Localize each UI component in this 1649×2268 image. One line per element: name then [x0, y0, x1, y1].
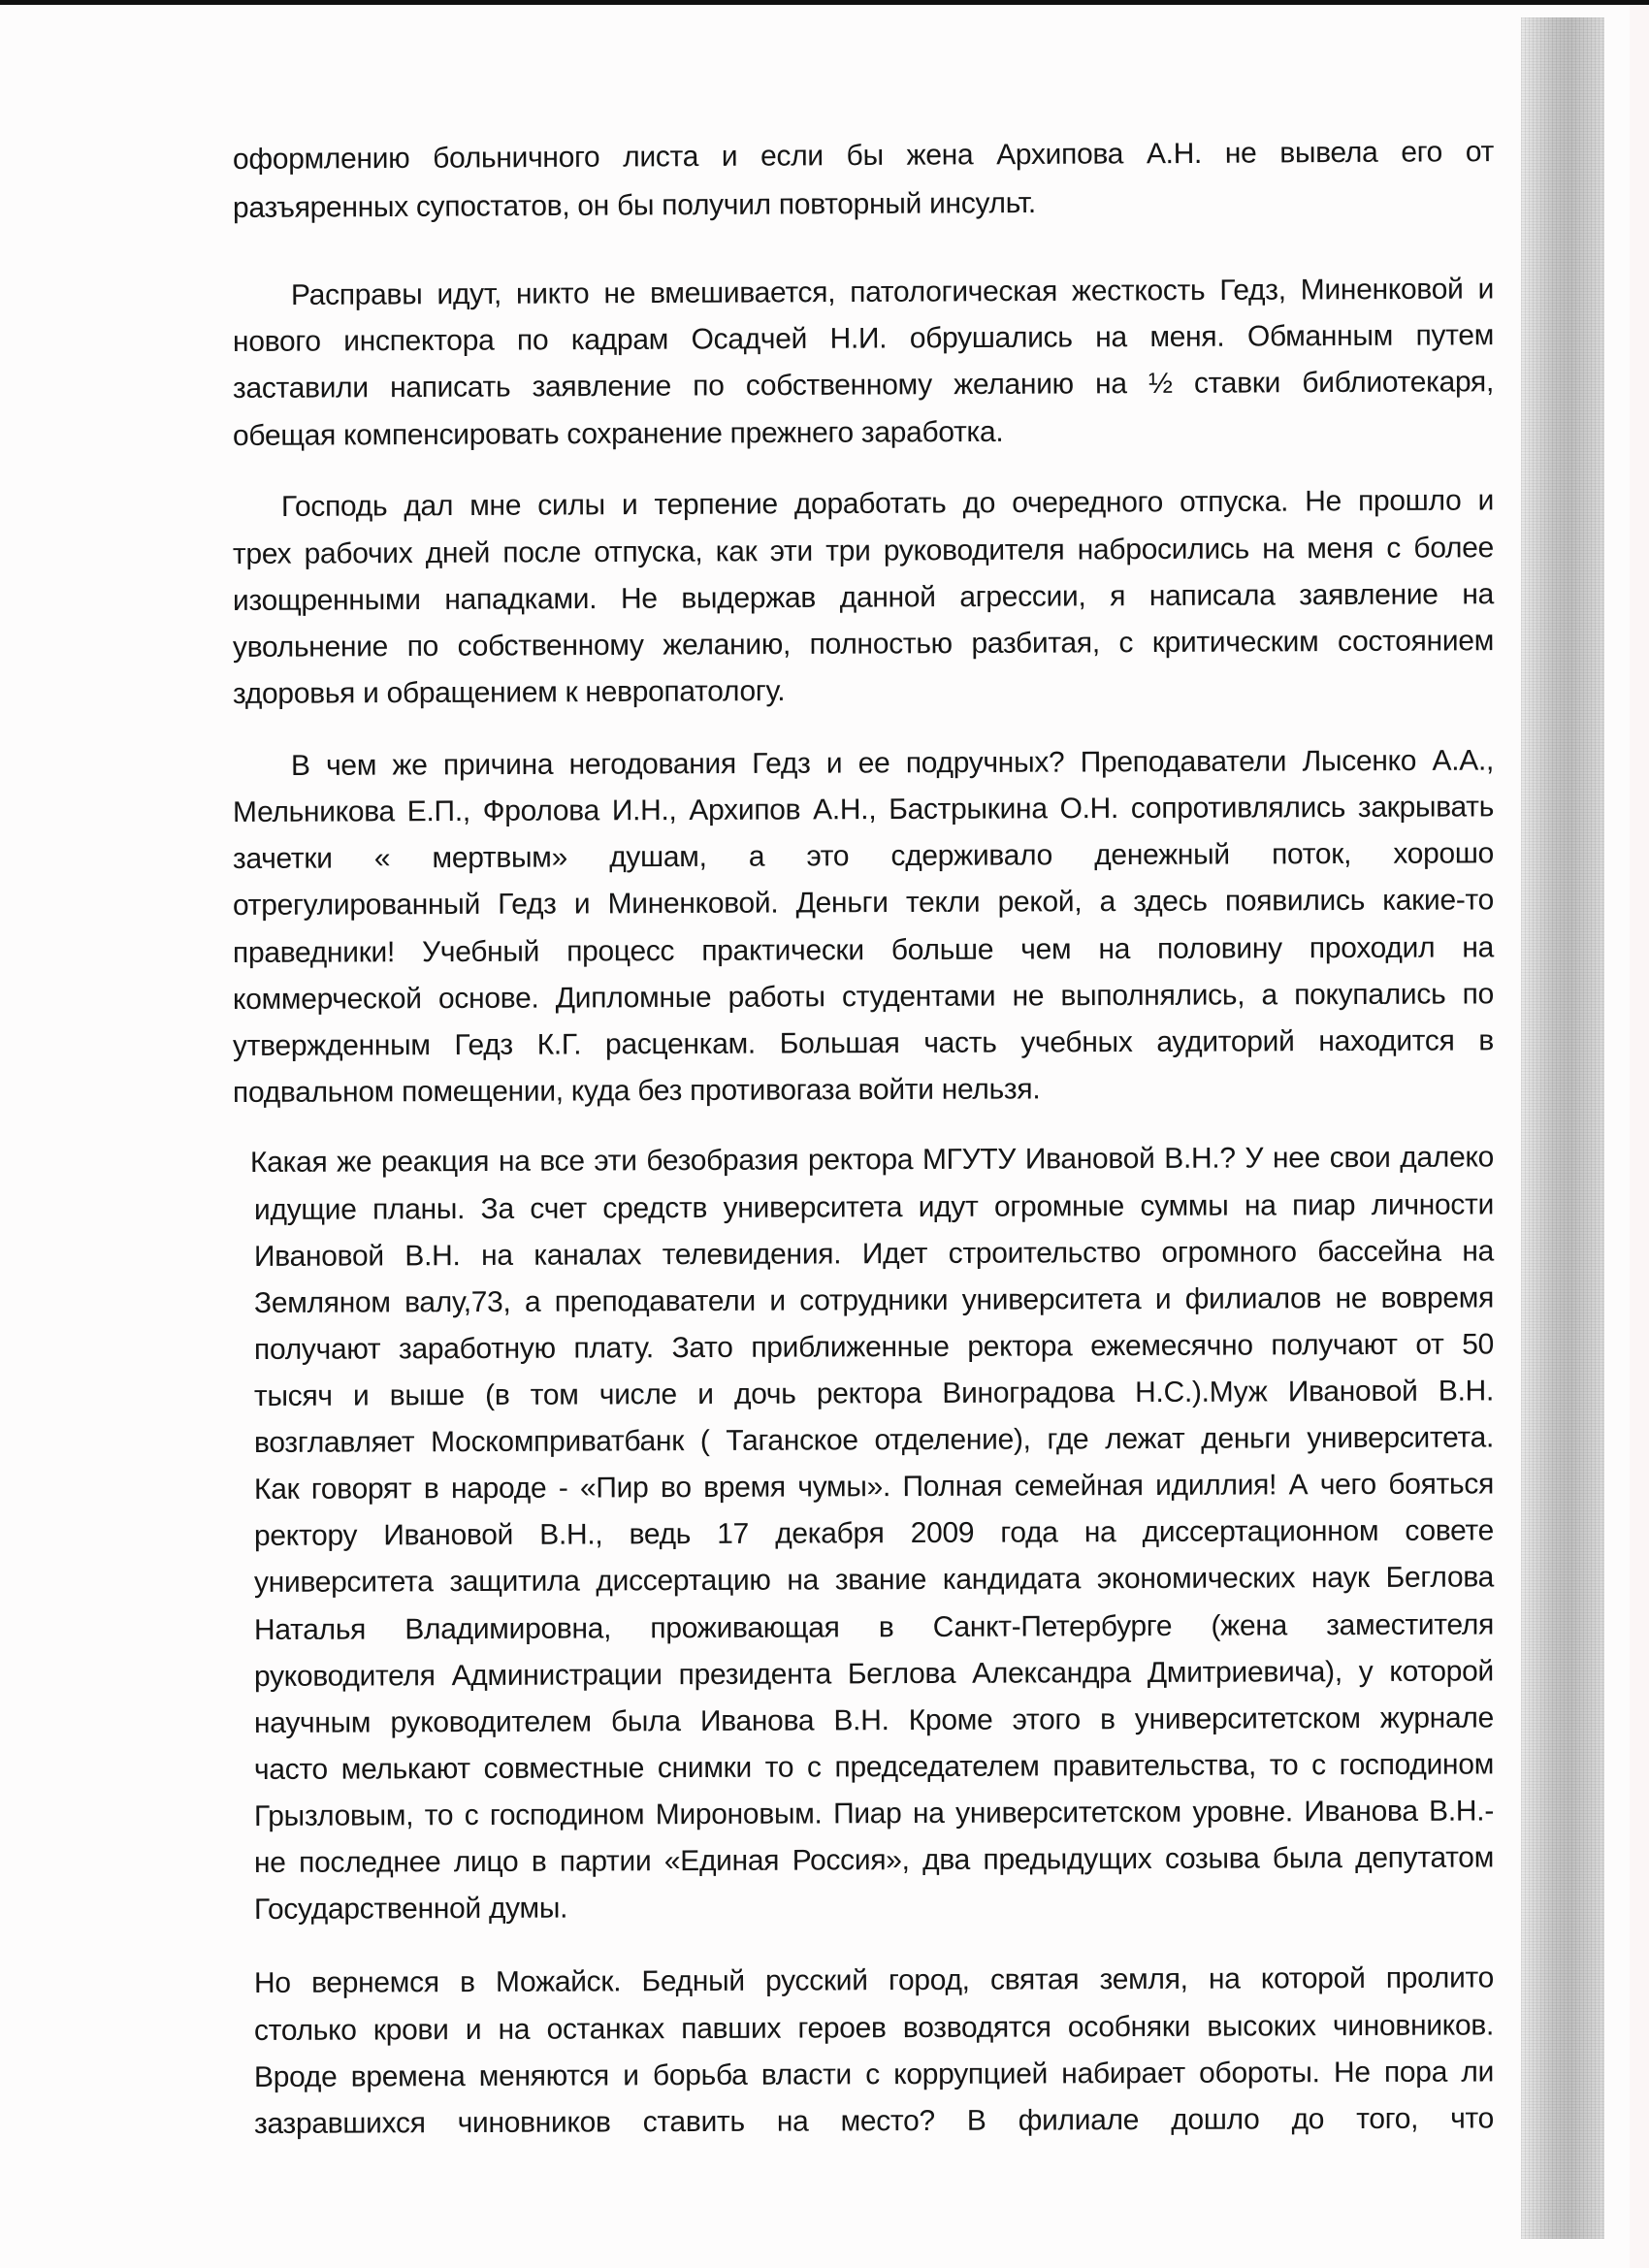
text-line: зачетки « мертвым» душам, а это сдерживало денежный поток, хорошо: [232, 837, 1495, 875]
text-line: получают заработную плату. Зато приближенные ректора ежемесячно получают от 50: [253, 1328, 1495, 1366]
text-line: увольнение по собственному желанию, полностью разбитая, с критическим состоянием: [232, 625, 1495, 664]
text-line: Но вернемся в Можайск. Бедный русский город, святая земля, на которой пролито: [253, 1961, 1495, 1999]
text-line: тысяч и выше (в том числе и дочь ректора Виноградова Н.С.).Муж Ивановой В.Н.: [253, 1375, 1495, 1412]
scan-top-edge: [0, 0, 1649, 5]
text-line: Ивановой В.Н. на каналах телевидения. Идет строительство огромного бассейна на: [253, 1235, 1495, 1273]
text-line: разъяренных супостатов, он бы получил повторный инсульт.: [232, 186, 1036, 224]
scan-noise-strip: [1521, 17, 1604, 2239]
text-line: В чем же причина негодования Гедз и ее подручных? Преподаватели Лысенко А.А.,: [290, 744, 1495, 782]
text-line: университета защитила диссертацию на звание кандидата экономических наук Беглова: [253, 1561, 1495, 1599]
text-line: Как говорят в народе - «Пир во время чумы». Полная семейная идиллия! А чего бояться: [253, 1468, 1495, 1506]
text-line: Вроде времена меняются и борьба власти с коррупцией набирает обороты. Не пора ли: [253, 2056, 1495, 2093]
text-line: праведники! Учебный процесс практически больше чем на половину проходил на: [232, 931, 1495, 969]
text-line: возглавляет Москомприватбанк ( Таганское отделение), где лежат деньги университета.: [253, 1421, 1495, 1459]
text-line: трех рабочих дней после отпуска, как эти три руководителя набросились на меня с более: [232, 532, 1495, 570]
text-line: Господь дал мне силы и терпение доработать до очередного отпуска. Не прошло и: [280, 484, 1495, 523]
text-line: оформлению больничного листа и если бы жена Архипова А.Н. не вывела его от: [232, 136, 1495, 176]
text-line: Государственной думы.: [253, 1892, 568, 1926]
text-line: ректору Ивановой В.Н., ведь 17 декабря 2009 года на диссертационном совете: [253, 1514, 1495, 1552]
text-line: Расправы идут, никто не вмешивается, патологическая жесткость Гедз, Миненковой и: [290, 273, 1495, 311]
text-line: столько крови и на останках павших героев возводятся особняки высоких чиновников.: [253, 2009, 1495, 2047]
text-line: заставили написать заявление по собственному желанию на ½ ставки библиотекаря,: [232, 366, 1495, 405]
text-line: не последнее лицо в партии «Единая Россия», два предыдущих созыва была депутатом: [253, 1841, 1495, 1879]
text-line: идущие планы. За счет средств университета идут огромные суммы на пиар личности: [253, 1188, 1495, 1226]
text-line: здоровья и обращением к невропатологу.: [232, 675, 786, 710]
text-line: руководителя Администрации президента Беглова Александра Дмитриевича), у которой: [253, 1655, 1495, 1693]
text-line: изощренными нападками. Не выдержав данной агрессии, я написала заявление на: [232, 578, 1495, 617]
text-line: Грызловым, то с господином Мироновым. Пиар на университетском уровне. Иванова В.Н.-: [253, 1795, 1495, 1832]
text-line: зазравшихся чиновников ставить на место? В филиале дошло до того, что: [253, 2102, 1495, 2140]
text-line: подвальном помещении, куда без противогаза войти нельзя.: [232, 1073, 1041, 1109]
text-line: нового инспектора по кадрам Осадчей Н.И. обрушались на меня. Обманным путем: [232, 319, 1495, 358]
text-line: обещая компенсировать сохранение прежнего заработка.: [232, 415, 1004, 452]
scan-right-margin: [1630, 5, 1649, 2268]
text-line: Наталья Владимировна, проживающая в Санкт-Петербурге (жена заместителя: [253, 1608, 1495, 1646]
text-line: научным руководителем была Иванова В.Н. Кроме этого в университетском журнале: [253, 1701, 1495, 1739]
text-line: Какая же реакция на все эти безобразия ректора МГУТУ Ивановой В.Н.? У нее свои далеко: [249, 1141, 1495, 1179]
text-line: коммерческой основе. Дипломные работы студентами не выполнялись, а покупались по: [232, 978, 1495, 1016]
text-line: утвержденным Гедз К.Г. расценкам. Большая часть учебных аудиторий находится в: [232, 1024, 1495, 1062]
text-line: Мельникова Е.П., Фролова И.Н., Архипов А.Н., Бастрыкина О.Н. сопротивлялись закрывать: [232, 791, 1495, 828]
text-line: отрегулированный Гедз и Миненковой. Деньги текли рекой, а здесь появились какие-то: [232, 884, 1495, 922]
text-line: часто мелькают совместные снимки то с председателем правительства, то с господином: [253, 1748, 1495, 1786]
text-line: Земляном валу,73, а преподаватели и сотрудники университета и филиалов не вовремя: [253, 1281, 1495, 1319]
